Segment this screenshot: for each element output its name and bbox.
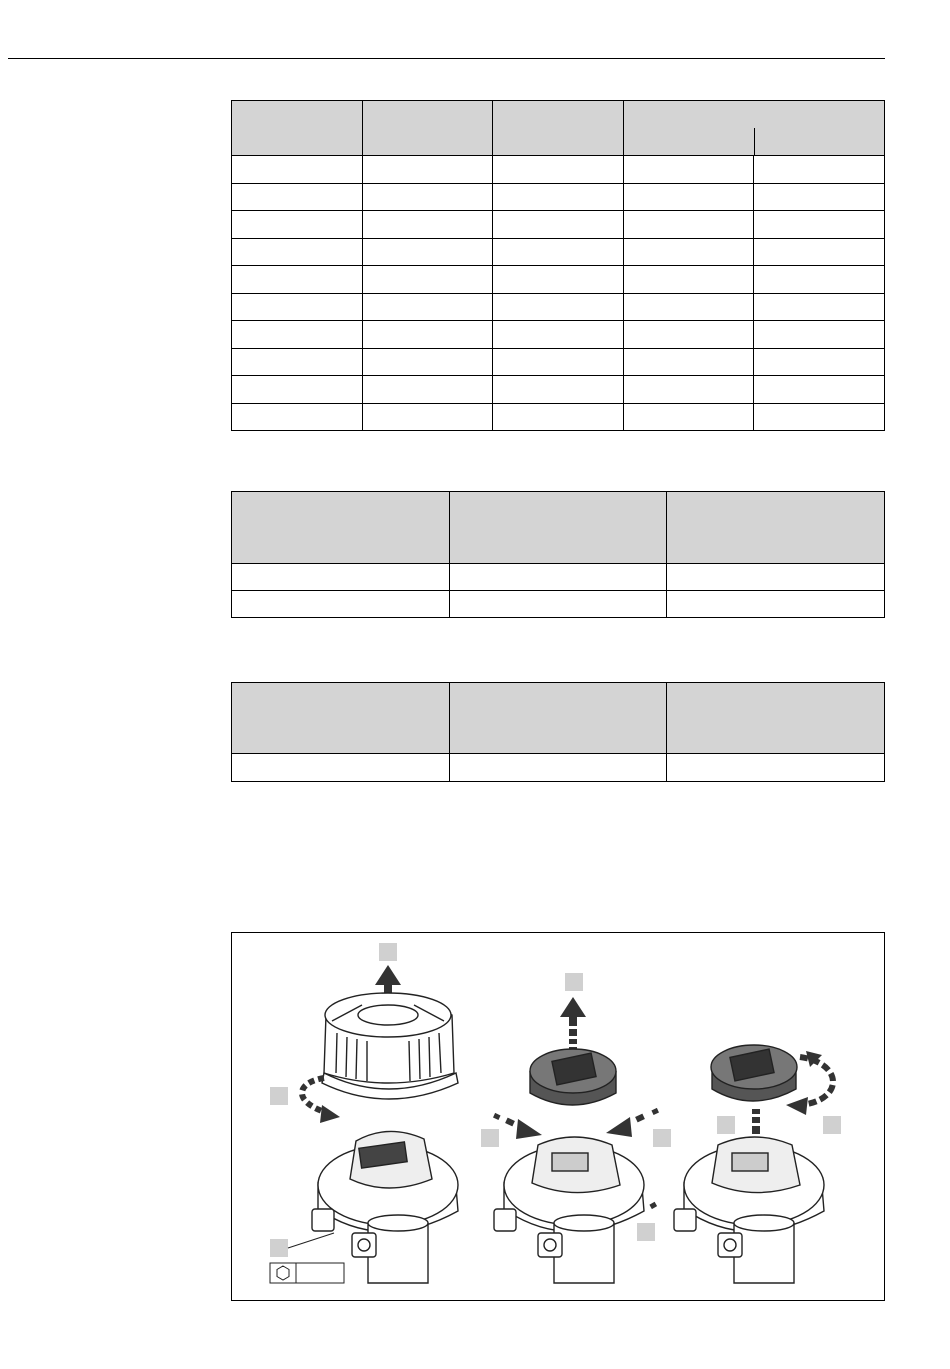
table-cell [623, 238, 754, 266]
table-cell [362, 376, 493, 404]
table-header-row [232, 101, 885, 156]
callout-box [565, 973, 583, 991]
callout-box [823, 1116, 841, 1134]
table-cell [493, 183, 624, 211]
table-cell [232, 376, 363, 404]
panel-3-rotate-reinsert [674, 1045, 841, 1283]
panel-1-remove-cover [270, 943, 458, 1283]
table-cell [754, 403, 885, 431]
table-cell [623, 376, 754, 404]
table-cell [754, 321, 885, 349]
table-cell [232, 321, 363, 349]
sub-header-divider [754, 128, 755, 155]
table-header-cell [493, 101, 624, 156]
callout-box [379, 943, 397, 961]
table-cell [623, 211, 754, 239]
callout-box [717, 1116, 735, 1134]
table-header-cell [449, 492, 667, 564]
housing-body [494, 1137, 644, 1283]
table-cell [232, 183, 363, 211]
table-row [232, 564, 885, 591]
table-cell [623, 348, 754, 376]
table-cell [449, 591, 667, 618]
display-module [711, 1045, 797, 1101]
table-row [232, 293, 885, 321]
table-cell [449, 564, 667, 591]
table-cell [362, 156, 493, 184]
table-cell [754, 156, 885, 184]
table-header-cell [232, 101, 363, 156]
table-cell [493, 211, 624, 239]
table-header-cell [449, 683, 667, 754]
table-cell [362, 293, 493, 321]
table-cell [493, 266, 624, 294]
table-cell [493, 238, 624, 266]
panel-2-pull-display [481, 973, 671, 1283]
table-row [232, 211, 885, 239]
table-header-cell [362, 101, 493, 156]
arrow-inward-left-icon [493, 1113, 542, 1139]
table-cell [754, 266, 885, 294]
table-cell [493, 376, 624, 404]
table-cell [362, 266, 493, 294]
table-cell [232, 238, 363, 266]
table-cell [232, 348, 363, 376]
housing-body [674, 1137, 824, 1283]
table-header-row [232, 683, 885, 754]
table-cell [754, 211, 885, 239]
table-cell [667, 591, 885, 618]
callout-box [481, 1129, 499, 1147]
table-cell [232, 564, 450, 591]
table-cell [362, 211, 493, 239]
housing-body [312, 1131, 458, 1283]
display-module-rotation-figure [231, 932, 885, 1301]
table-row [232, 321, 885, 349]
hex-key-icon [277, 1266, 289, 1280]
spec-table-2 [231, 491, 885, 618]
leader-line [288, 1233, 334, 1248]
table-cell [754, 183, 885, 211]
table-header-cell [232, 492, 450, 564]
table-cell [667, 564, 885, 591]
table-row [232, 238, 885, 266]
callout-box [653, 1129, 671, 1147]
arrow-up-icon [560, 997, 586, 1051]
table-cell [232, 591, 450, 618]
housing-cover [322, 993, 458, 1099]
table-cell [232, 211, 363, 239]
table-cell [623, 156, 754, 184]
table-header-cell [232, 683, 450, 754]
table-cell [232, 293, 363, 321]
table-header-row [232, 492, 885, 564]
table-cell [232, 403, 363, 431]
header-rule [8, 58, 885, 59]
table-cell [362, 348, 493, 376]
table-cell [754, 293, 885, 321]
table-row [232, 376, 885, 404]
table-cell [362, 183, 493, 211]
table-header-cell [667, 683, 885, 754]
table-row [232, 348, 885, 376]
table-cell [449, 754, 667, 782]
table-cell [493, 321, 624, 349]
figure-illustration [232, 933, 884, 1300]
table-cell [362, 321, 493, 349]
table-cell [493, 348, 624, 376]
table-row [232, 156, 885, 184]
table-cell [362, 238, 493, 266]
callout-box [637, 1223, 655, 1241]
table-cell [754, 238, 885, 266]
table-cell [362, 403, 493, 431]
display-module [530, 1049, 616, 1105]
table-cell [667, 754, 885, 782]
spec-table-3 [231, 682, 885, 782]
arrow-inward-right-icon [606, 1108, 659, 1137]
table-row [232, 591, 885, 618]
table-header-cell [667, 492, 885, 564]
table-cell [232, 266, 363, 294]
table-cell [623, 321, 754, 349]
spec-table-1 [231, 100, 885, 431]
table-cell [493, 156, 624, 184]
table-row [232, 183, 885, 211]
table-cell [623, 266, 754, 294]
callout-box [270, 1239, 288, 1257]
table-cell [232, 156, 363, 184]
table-cell [623, 403, 754, 431]
table-cell [493, 403, 624, 431]
table-row [232, 403, 885, 431]
table-cell [754, 348, 885, 376]
table-row [232, 754, 885, 782]
table-cell [493, 293, 624, 321]
callout-box [270, 1087, 288, 1105]
table-header-cell-merged [623, 101, 884, 156]
table-cell [754, 376, 885, 404]
table-cell [232, 754, 450, 782]
table-cell [623, 183, 754, 211]
table-row [232, 266, 885, 294]
table-cell [623, 293, 754, 321]
